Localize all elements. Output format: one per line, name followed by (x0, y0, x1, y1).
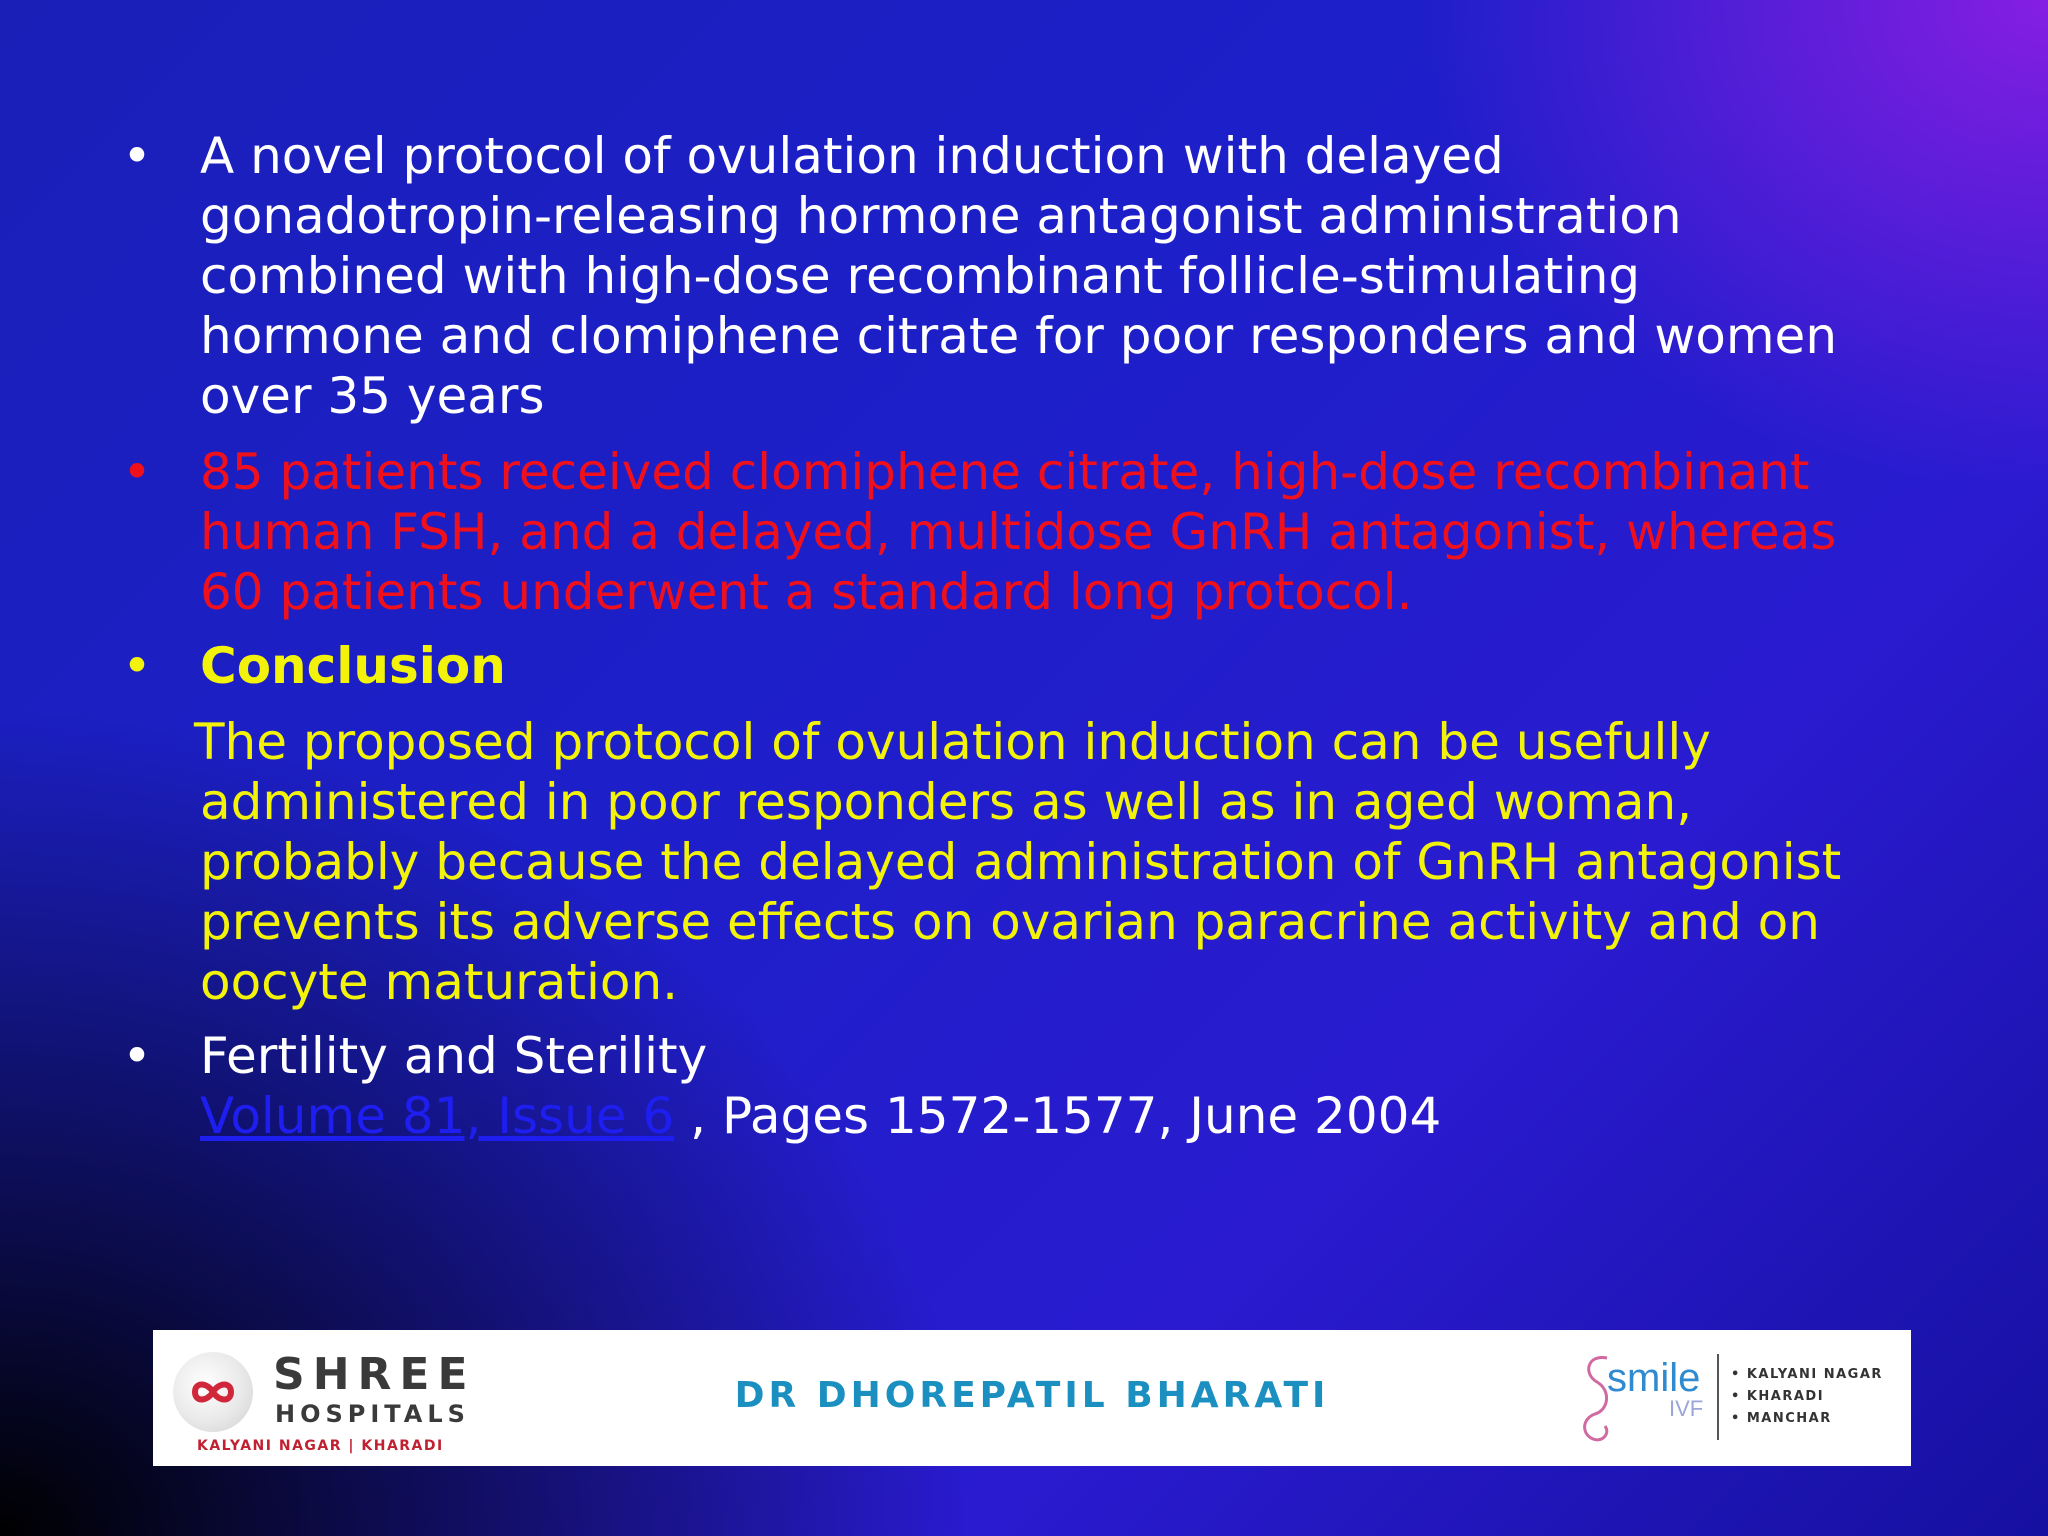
bullet-dot: • (122, 637, 152, 695)
volume-issue-link[interactable]: Volume 81, Issue 6 (200, 1087, 675, 1145)
conclusion-text (194, 712, 1914, 1012)
brand-name: smile (1607, 1356, 1701, 1400)
smile-ivf-logo (1577, 1348, 1897, 1448)
bullet-dot: • (122, 443, 152, 501)
intro-line: gonadotropin-releasing hormone antagonist administration (200, 187, 1682, 245)
bullet-reference (122, 1026, 1920, 1146)
intro-line: over 35 years (200, 367, 545, 425)
bullet-patients (122, 442, 1920, 622)
reference-citation (200, 1086, 1920, 1146)
bullet-dot: • (122, 127, 152, 185)
brand-sub: IVF (1669, 1396, 1704, 1421)
hospital-sub: HOSPITALS (275, 1400, 470, 1428)
conclusion-line: oocyte maturation. (200, 953, 679, 1011)
pages-text: , Pages 1572-1577, June 2004 (674, 1087, 1442, 1145)
clinic-location: • KALYANI NAGAR (1731, 1367, 1883, 1382)
conclusion-line: probably because the delayed administration of GnRH antagonist (200, 833, 1842, 891)
doctor-name: DR DHOREPATIL BHARATI (734, 1375, 1330, 1416)
intro-line: combined with high-dose recombinant follicle-stimulating (200, 247, 1641, 305)
bullet-dot: • (122, 1027, 152, 1085)
clinic-locations (1731, 1364, 1883, 1430)
patients-line: human FSH, and a delayed, multidose GnRH antagonist, whereas (200, 503, 1837, 561)
conclusion-line: prevents its adverse effects on ovarian paracrine activity and on (200, 893, 1820, 951)
footer-banner (153, 1330, 1911, 1466)
bullet-conclusion (122, 636, 1920, 696)
divider (1717, 1354, 1719, 1440)
patients-line: 60 patients underwent a standard long protocol. (200, 563, 1413, 621)
conclusion-line: administered in poor responders as well as in aged woman, (200, 773, 1693, 831)
hospital-locations: KALYANI NAGAR | KHARADI (197, 1438, 444, 1454)
intro-line: hormone and clomiphene citrate for poor responders and women (200, 307, 1838, 365)
patients-line: 85 patients received clomiphene citrate, high-dose recombinant (200, 443, 1810, 501)
hospital-name: SHREE (273, 1349, 476, 1400)
journal-name: Fertility and Sterility (200, 1027, 708, 1085)
conclusion-heading: Conclusion (200, 637, 506, 695)
clinic-location: • MANCHAR (1731, 1411, 1832, 1426)
conclusion-line: The proposed protocol of ovulation induction can be usefully (194, 713, 1711, 771)
clinic-location: • KHARADI (1731, 1389, 1825, 1404)
intro-line: A novel protocol of ovulation induction with delayed (200, 127, 1504, 185)
bullet-intro (122, 126, 1920, 426)
